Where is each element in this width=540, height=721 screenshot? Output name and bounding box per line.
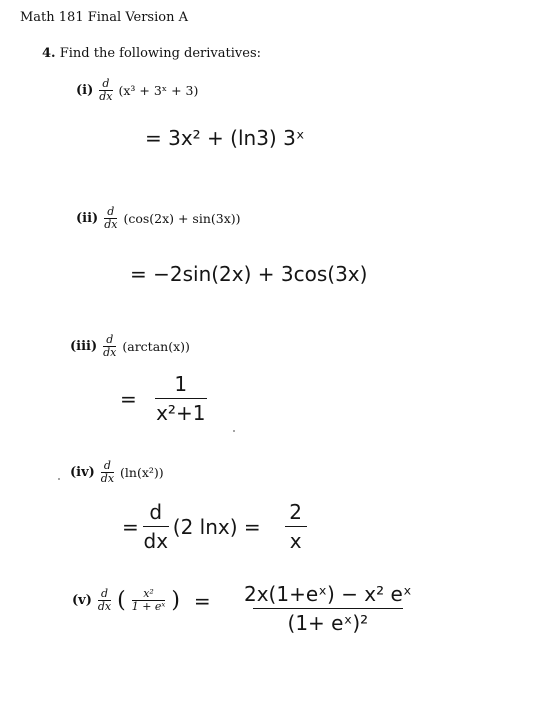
problem-iii: [70, 334, 190, 358]
operator-denominator: dx: [103, 345, 117, 359]
handwritten-answer: = −2sin(2x) + 3cos(3x): [130, 262, 368, 286]
scan-speck: [58, 478, 60, 480]
derivative-operator: [98, 588, 111, 612]
operator-denominator: dx: [143, 529, 169, 553]
question-prompt: Find the following derivatives:: [59, 46, 261, 61]
inner-numerator: x²: [143, 587, 154, 601]
problem-iv: [70, 460, 164, 484]
operator-denominator: dx: [97, 600, 112, 613]
operator-numerator: d: [149, 500, 163, 524]
question-number: 4.: [42, 46, 56, 61]
problem-label: (v): [72, 593, 92, 608]
answer-denominator: x²+1: [156, 401, 206, 425]
operator-numerator: d: [106, 333, 114, 346]
equals-sign: =: [122, 514, 139, 539]
derivative-operator: [99, 78, 112, 102]
page-header: Math 181 Final Version A: [20, 10, 188, 25]
question-line: [42, 46, 261, 61]
derivative-operator: [101, 460, 114, 484]
problem-label: (iv): [70, 464, 95, 480]
problem-expression: (x³ + 3ˣ + 3): [118, 82, 199, 98]
problem-label: (ii): [76, 210, 99, 226]
answer-fraction: [285, 500, 307, 553]
operator-numerator: d: [102, 77, 110, 90]
operator-numerator: d: [103, 459, 111, 472]
problem-label: (iii): [70, 338, 98, 354]
derivative-operator: [103, 334, 116, 358]
handwritten-answer: [244, 582, 412, 635]
equals-sign: =: [120, 386, 137, 411]
answer-denominator: x: [289, 529, 302, 553]
problem-v: [72, 588, 211, 613]
answer-middle: (2 lnx) =: [172, 514, 261, 539]
inner-denominator: 1 + eˣ: [131, 600, 166, 613]
handwritten-derivative-operator: [143, 500, 169, 553]
problem-expression: (ln(x²)): [120, 464, 164, 480]
answer-numerator: 2: [289, 500, 302, 524]
problem-label: (i): [76, 82, 94, 98]
problem-expression: (arctan(x)): [122, 338, 190, 354]
close-paren: ): [171, 588, 180, 613]
operator-denominator: dx: [99, 89, 113, 103]
operator-numerator: d: [107, 205, 115, 218]
answer-denominator: (1+ eˣ)²: [287, 611, 369, 635]
handwritten-answer: = 3x² + (ln3) 3ˣ: [145, 126, 305, 150]
operator-denominator: dx: [100, 471, 115, 485]
problem-i: [76, 78, 198, 102]
scan-speck: [233, 430, 235, 432]
handwritten-answer: [120, 372, 207, 425]
equals-sign: =: [193, 588, 211, 613]
open-paren: (: [117, 588, 126, 613]
inner-fraction: [132, 588, 166, 612]
derivative-operator: [104, 206, 117, 230]
answer-fraction: [155, 372, 207, 425]
problem-expression: (cos(2x) + sin(3x)): [123, 210, 241, 226]
operator-numerator: d: [100, 587, 108, 601]
handwritten-answer: [122, 500, 307, 553]
problem-ii: [76, 206, 241, 230]
answer-numerator: 1: [174, 372, 188, 396]
operator-denominator: dx: [104, 217, 118, 231]
answer-fraction: [244, 582, 412, 635]
answer-numerator: 2x(1+eˣ) − x² eˣ: [244, 582, 412, 606]
